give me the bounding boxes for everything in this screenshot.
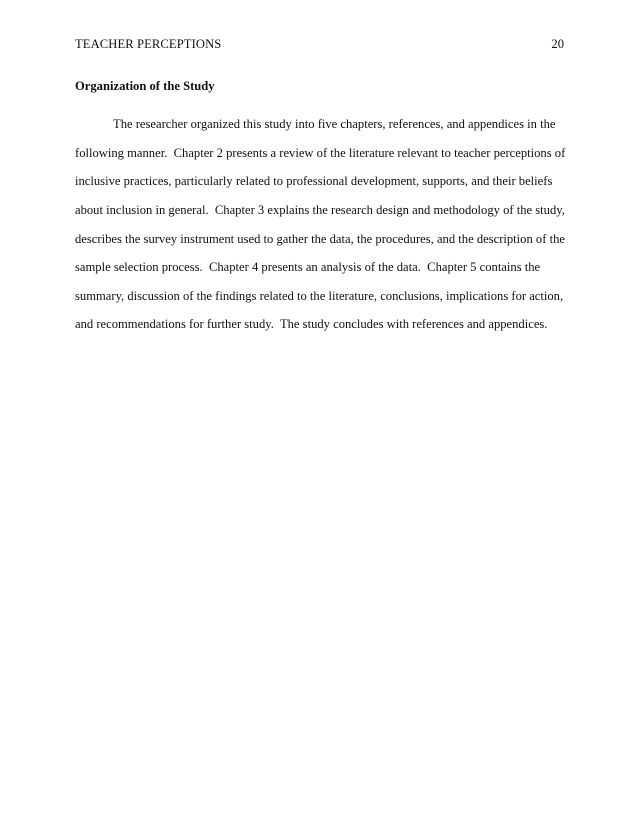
body-paragraph: [75, 116, 567, 345]
paragraph-line: sample selection process. Chapter 4 presents an analysis of the data. Chapter 5 contains the: [75, 260, 541, 275]
page-number: 20: [551, 37, 564, 51]
paragraph-line: inclusive practices, particularly related to professional development, supports, and their beliefs: [75, 174, 553, 189]
paragraph-line: The researcher organized this study into five chapters, references, and appendices in the: [113, 117, 556, 131]
paragraph-line: and recommendations for further study. The study concludes with references and appendices.: [75, 317, 548, 332]
running-head: TEACHER PERCEPTIONS: [75, 37, 222, 51]
paragraph-line: describes the survey instrument used to gather the data, the procedures, and the description of the: [75, 231, 565, 246]
paragraph-line: about inclusion in general. Chapter 3 explains the research design and methodology of the study,: [75, 202, 565, 217]
paragraph-line: summary, discussion of the findings related to the literature, conclusions, implications for action,: [75, 288, 564, 303]
paragraph-line: following manner. Chapter 2 presents a review of the literature relevant to teacher perceptions of: [75, 145, 566, 160]
section-heading: Organization of the Study: [75, 79, 215, 93]
